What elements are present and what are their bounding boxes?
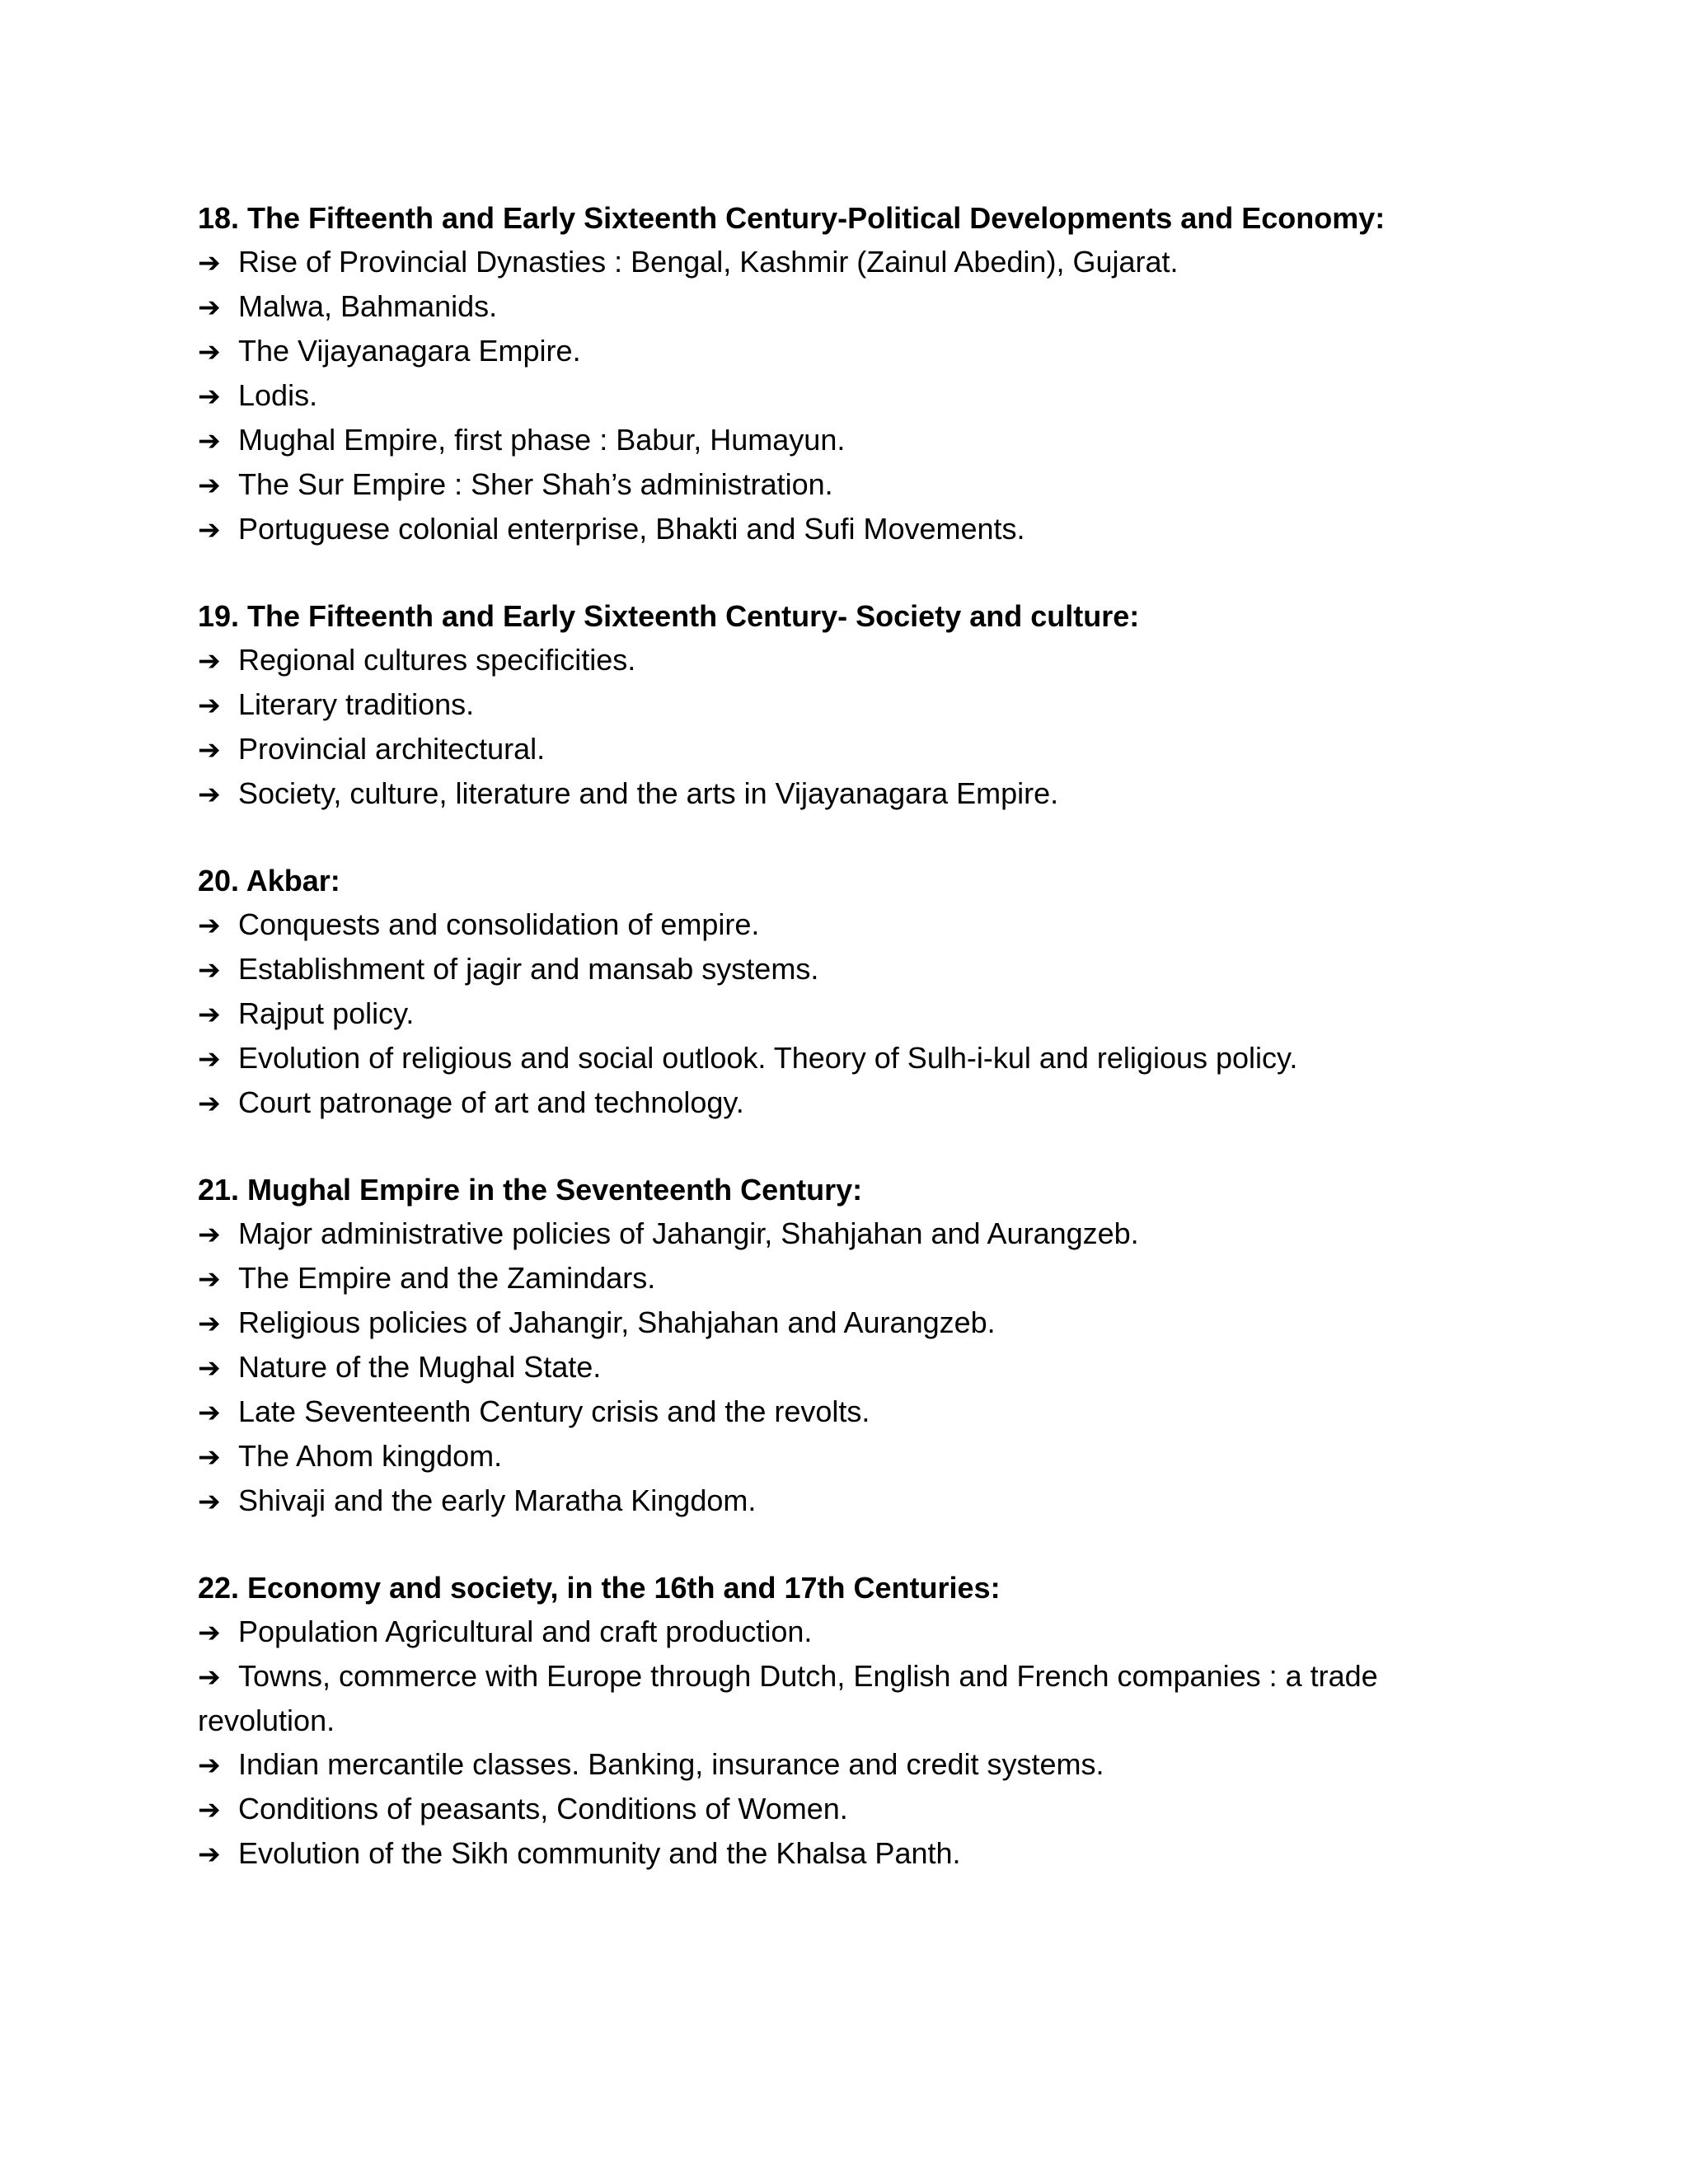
arrow-bullet-icon: ➔ [198, 644, 221, 677]
section-22 [198, 1566, 1451, 1876]
bullet-text: Rajput policy. [238, 996, 415, 1030]
section-heading: 18. The Fifteenth and Early Sixteenth Century-Political Developments and Economy: [198, 201, 1386, 235]
arrow-bullet-icon: ➔ [198, 954, 221, 986]
document-page [198, 196, 1451, 1876]
bullet-item [198, 1390, 1451, 1434]
bullet-item [198, 1610, 1451, 1654]
section-heading: 22. Economy and society, in the 16th and 17th Centuries: [198, 1571, 1001, 1605]
arrow-bullet-icon: ➔ [198, 1043, 221, 1075]
bullet-item [198, 1479, 1451, 1523]
bullet-item [198, 329, 1451, 373]
bullet-item [198, 1434, 1451, 1479]
bullet-text: Late Seventeenth Century crisis and the revolts. [238, 1394, 870, 1428]
bullet-item [198, 284, 1451, 329]
arrow-bullet-icon: ➔ [198, 1087, 221, 1119]
section-19 [198, 594, 1451, 816]
bullet-text: Literary traditions. [238, 687, 475, 721]
section-heading: 19. The Fifteenth and Early Sixteenth Century- Society and culture: [198, 599, 1140, 633]
arrow-bullet-icon: ➔ [198, 513, 221, 546]
bullet-item [198, 418, 1451, 462]
arrow-bullet-icon: ➔ [198, 1616, 221, 1648]
bullet-text: The Vijayanagara Empire. [238, 334, 581, 368]
bullet-item [198, 1831, 1451, 1876]
bullet-text: Religious policies of Jahangir, Shahjahan and Aurangzeb. [238, 1305, 996, 1339]
bullet-text: Evolution of the Sikh community and the Khalsa Panth. [238, 1836, 961, 1870]
arrow-bullet-icon: ➔ [198, 1263, 221, 1295]
bullet-text: Establishment of jagir and mansab systems. [238, 952, 819, 986]
arrow-bullet-icon: ➔ [198, 1838, 221, 1870]
bullet-text: Regional cultures specificities. [238, 643, 636, 677]
arrow-bullet-icon: ➔ [198, 1218, 221, 1250]
bullet-text: Conquests and consolidation of empire. [238, 907, 760, 941]
bullet-item [198, 507, 1451, 551]
arrow-bullet-icon: ➔ [198, 1441, 221, 1473]
arrow-bullet-icon: ➔ [198, 1749, 221, 1781]
bullet-item [198, 1787, 1451, 1831]
arrow-bullet-icon: ➔ [198, 291, 221, 323]
bullet-text: Towns, commerce with Europe through Dutch, English and French companies : a trade revolution. [198, 1659, 1378, 1737]
bullet-text: Mughal Empire, first phase : Babur, Humayun. [238, 423, 846, 457]
section-heading: 20. Akbar: [198, 864, 340, 898]
arrow-bullet-icon: ➔ [198, 1793, 221, 1825]
arrow-bullet-icon: ➔ [198, 380, 221, 412]
bullet-item [198, 1256, 1451, 1301]
bullet-item [198, 1212, 1451, 1256]
section-18 [198, 196, 1451, 551]
arrow-bullet-icon: ➔ [198, 469, 221, 501]
bullet-text: Indian mercantile classes. Banking, insurance and credit systems. [238, 1747, 1104, 1781]
arrow-bullet-icon: ➔ [198, 246, 221, 279]
arrow-bullet-icon: ➔ [198, 1307, 221, 1339]
arrow-bullet-icon: ➔ [198, 1661, 221, 1693]
section-20 [198, 859, 1451, 1125]
bullet-item [198, 682, 1451, 727]
bullet-item [198, 1345, 1451, 1390]
arrow-bullet-icon: ➔ [198, 733, 221, 766]
arrow-bullet-icon: ➔ [198, 909, 221, 941]
bullet-text: Provincial architectural. [238, 732, 546, 766]
bullet-item [198, 947, 1451, 991]
bullet-item [198, 1036, 1451, 1080]
bullet-item [198, 638, 1451, 682]
arrow-bullet-icon: ➔ [198, 424, 221, 457]
arrow-bullet-icon: ➔ [198, 1352, 221, 1384]
bullet-item [198, 727, 1451, 771]
arrow-bullet-icon: ➔ [198, 778, 221, 810]
bullet-item [198, 462, 1451, 507]
bullet-item [198, 771, 1451, 816]
bullet-text: Nature of the Mughal State. [238, 1350, 602, 1384]
bullet-item [198, 991, 1451, 1036]
bullet-text: Rise of Provincial Dynasties : Bengal, Kashmir (Zainul Abedin), Gujarat. [238, 245, 1179, 279]
arrow-bullet-icon: ➔ [198, 1396, 221, 1428]
bullet-item [198, 373, 1451, 418]
bullet-text: Major administrative policies of Jahangir, Shahjahan and Aurangzeb. [238, 1216, 1139, 1250]
bullet-text: The Sur Empire : Sher Shah’s administration. [238, 467, 833, 501]
section-21 [198, 1168, 1451, 1523]
bullet-text: Society, culture, literature and the arts in Vijayanagara Empire. [238, 776, 1059, 810]
arrow-bullet-icon: ➔ [198, 335, 221, 368]
bullet-item [198, 240, 1451, 284]
bullet-item [198, 902, 1451, 947]
arrow-bullet-icon: ➔ [198, 689, 221, 721]
section-heading: 21. Mughal Empire in the Seventeenth Century: [198, 1173, 863, 1207]
bullet-text: Evolution of religious and social outlook. Theory of Sulh-i-kul and religious policy. [238, 1041, 1298, 1075]
bullet-text: Shivaji and the early Maratha Kingdom. [238, 1483, 757, 1517]
bullet-text: Court patronage of art and technology. [238, 1085, 744, 1119]
bullet-text: Population Agricultural and craft production. [238, 1615, 813, 1648]
bullet-text: Lodis. [238, 378, 318, 412]
bullet-text: The Empire and the Zamindars. [238, 1261, 656, 1295]
bullet-text: The Ahom kingdom. [238, 1439, 503, 1473]
arrow-bullet-icon: ➔ [198, 1485, 221, 1517]
bullet-text: Portuguese colonial enterprise, Bhakti and Sufi Movements. [238, 512, 1025, 546]
bullet-text: Malwa, Bahmanids. [238, 289, 498, 323]
bullet-item [198, 1742, 1451, 1787]
bullet-text: Conditions of peasants, Conditions of Women. [238, 1792, 848, 1825]
bullet-item [198, 1654, 1451, 1742]
arrow-bullet-icon: ➔ [198, 998, 221, 1030]
bullet-item [198, 1301, 1451, 1345]
bullet-item [198, 1080, 1451, 1125]
